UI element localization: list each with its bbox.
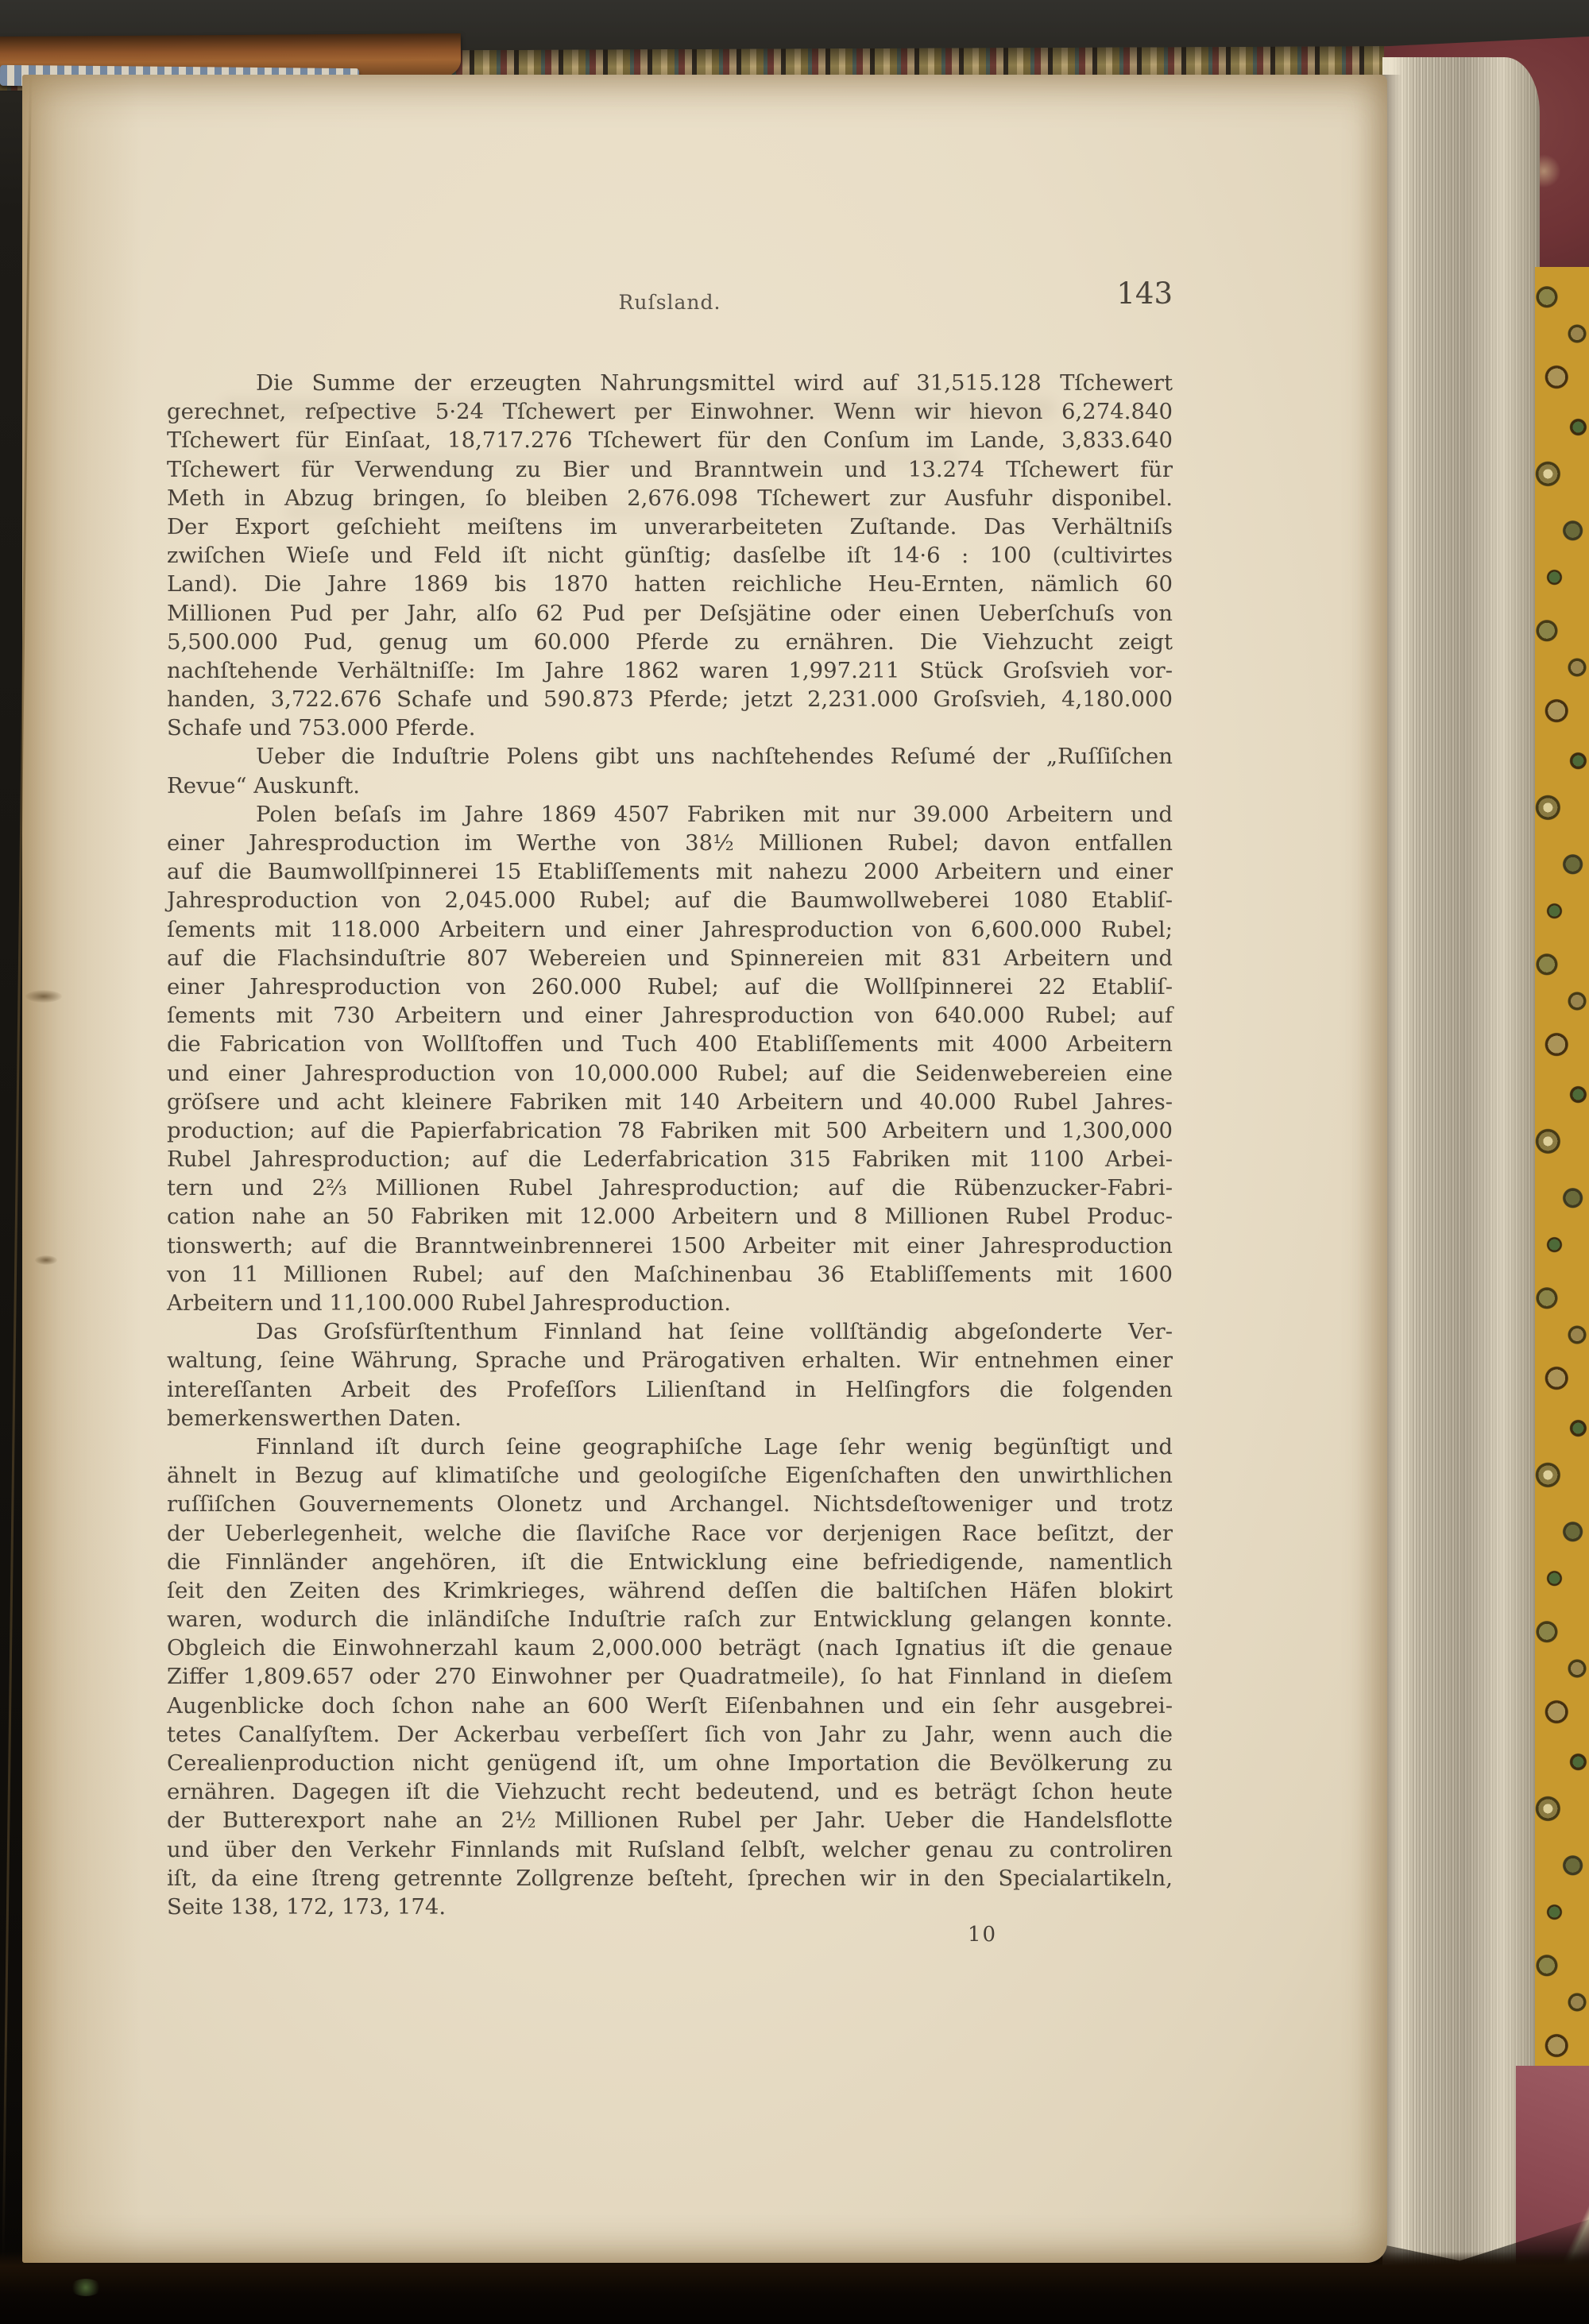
text-line: production; auf die Papierfabrication 78 Fabriken mit 500 Arbeitern und 1,300,000	[167, 1117, 1173, 1143]
text-line: nachſtehende Verhältniſſe: Im Jahre 1862 waren 1,997.211 Stück Groſsvieh vor-	[167, 657, 1173, 683]
paragraph	[167, 742, 1173, 799]
green-fleck	[70, 2279, 102, 2296]
text-line: und über den Verkehr Finnlands mit Ruſsland ſelbſt, welcher genau zu controliren	[167, 1836, 1173, 1862]
text-line: Finnland iſt durch ſeine geographiſche Lage ſehr wenig begünſtigt und	[256, 1433, 1173, 1460]
text-line: Polen beſaſs im Jahre 1869 4507 Fabriken mit nur 39.000 Arbeitern und	[256, 801, 1173, 827]
body-text	[167, 369, 1173, 1921]
text-line: waren, wodurch die inländiſche Induſtrie raſch zur Entwicklung gelangen konnte.	[167, 1607, 1173, 1633]
text-line: Land). Die Jahre 1869 bis 1870 hatten reichliche Heu-Ernten, nämlich 60	[167, 571, 1173, 597]
text-line: tetes Canalſyſtem. Der Ackerbau verbeſſert ſich von Jahr zu Jahr, wenn auch die	[167, 1721, 1173, 1747]
text-line: Augenblicke doch ſchon nahe an 600 Werſt Eiſenbahnen und ein ſehr ausgebrei-	[167, 1692, 1173, 1719]
text-line: Seite 138, 172, 173, 174.	[167, 1893, 447, 1920]
text-line: tionswerth; auf die Branntweinbrennerei 1500 Arbeiter mit einer Jahresproduction	[167, 1232, 1173, 1259]
page-number: 143	[1116, 276, 1173, 311]
running-head-title: Ruſsland.	[618, 291, 721, 314]
text-line: auf die Flachsinduſtrie 807 Webereien und Spinnereien mit 831 Arbeitern und	[167, 945, 1173, 971]
binding-stitch-mark	[35, 1255, 57, 1265]
text-line: Revue“ Auskunft.	[167, 772, 361, 799]
signature-mark: 10	[968, 1923, 998, 1947]
text-line: Die Summe der erzeugten Nahrungsmittel wird auf 31,515.128 Tſchewert	[256, 370, 1173, 396]
text-line: einer Jahresproduction im Werthe von 38½ Millionen Rubel; davon entfallen	[167, 830, 1173, 856]
marbled-cover-edge	[1535, 267, 1589, 2082]
text-line: von 11 Millionen Rubel; auf den Maſchinenbau 36 Etabliſſements mit 1600	[167, 1261, 1173, 1287]
text-line: Tſchewert für Einſaat, 18,717.276 Tſchewert für den Conſum im Lande, 3,833.640	[167, 427, 1173, 454]
text-line: Ueber die Induſtrie Polens gibt uns nachſtehendes Reſumé der „Ruſſiſchen	[256, 744, 1173, 770]
text-line: Cerealienproduction nicht genügend iſt, um ohne Importation die Bevölkerung zu	[167, 1750, 1173, 1776]
gutter-shading	[22, 75, 141, 2263]
text-line: Schafe und 753.000 Pferde.	[167, 715, 476, 741]
text-line: ſeit den Zeiten des Krimkrieges, während deſſen die baltiſchen Häfen blokirt	[167, 1577, 1173, 1603]
text-line: 5,500.000 Pud, genug um 60.000 Pferde zu ernähren. Die Viehzucht zeigt	[167, 628, 1173, 655]
fore-edge-page-stack	[1382, 57, 1540, 2268]
text-line: intereſſanten Arbeit des Profeſſors Lilienſtand in Helſingfors die folgenden	[167, 1376, 1173, 1402]
text-line: auf die Baumwollſpinnerei 15 Etabliſſements mit nahezu 2000 Arbeitern und einer	[167, 859, 1173, 885]
text-line: und einer Jahresproduction von 10,000.000 Rubel; auf die Seidenwebereien eine	[167, 1060, 1173, 1086]
text-line: die Fabrication von Wollſtoffen und Tuch 400 Etabliſſements mit 4000 Arbeitern	[167, 1031, 1173, 1058]
text-line: ernähren. Dagegen iſt die Viehzucht recht bedeutend, und es beträgt ſchon heute	[167, 1779, 1173, 1805]
text-line: Jahresproduction von 2,045.000 Rubel; auf die Baumwollweberei 1080 Etabliſ-	[167, 887, 1173, 914]
text-line: iſt, da eine ſtreng getrennte Zollgrenze beſteht, ſprechen wir in den Specialartikeln,	[167, 1865, 1173, 1891]
text-line: Arbeitern und 11,100.000 Rubel Jahresproduction.	[167, 1290, 731, 1316]
text-line: zwiſchen Wieſe und Feld iſt nicht günſtig; dasſelbe iſt 14·6 : 100 (cultivirtes	[167, 543, 1173, 569]
text-line: Der Export geſchieht meiſtens im unverarbeiteten Zuſtande. Das Verhältniſs	[167, 513, 1173, 539]
text-line: waltung, ſeine Währung, Sprache und Prärogativen erhalten. Wir entnehmen einer	[167, 1348, 1173, 1374]
text-line: Millionen Pud per Jahr, alſo 62 Pud per Deſsjätine oder einen Ueberſchuſs von	[167, 600, 1173, 626]
text-line: ruſſiſchen Gouvernements Olonetz und Archangel. Nichtsdeſtoweniger und trotz	[167, 1491, 1173, 1518]
text-line: ähnelt in Bezug auf klimatiſche und geologiſche Eigenſchaften den unwirthlichen	[167, 1463, 1173, 1489]
text-line: gröſsere und acht kleinere Fabriken mit 140 Arbeitern und 40.000 Rubel Jahres-	[167, 1089, 1173, 1115]
book-page	[22, 75, 1387, 2263]
text-line: Meth in Abzug bringen, ſo bleiben 2,676.098 Tſchewert zur Ausfuhr disponibel.	[167, 485, 1173, 511]
text-line: die Finnländer angehören, iſt die Entwicklung eine befriedigende, namentlich	[167, 1549, 1173, 1575]
text-line: Obgleich die Einwohnerzahl kaum 2,000.000 beträgt (nach Ignatius iſt die genaue	[167, 1635, 1173, 1661]
paragraph	[167, 1317, 1173, 1433]
text-line: einer Jahresproduction von 260.000 Rubel; auf die Wollſpinnerei 22 Etabliſ-	[167, 973, 1173, 1000]
paragraph	[167, 369, 1173, 742]
text-line: ſements mit 118.000 Arbeitern und einer Jahresproduction von 6,600.000 Rubel;	[167, 916, 1173, 942]
text-line: cation nahe an 50 Fabriken mit 12.000 Arbeitern und 8 Millionen Rubel Produc-	[167, 1204, 1173, 1230]
text-line: handen, 3,722.676 Schafe und 590.873 Pferde; jetzt 2,231.000 Groſsvieh, 4,180.000	[167, 686, 1173, 713]
text-line: gerechnet, reſpective 5·24 Tſchewert per Einwohner. Wenn wir hievon 6,274.840	[167, 399, 1173, 425]
text-line: der Ueberlegenheit, welche die ſlaviſche Race vor derjenigen Race beſitzt, der	[167, 1520, 1173, 1546]
text-line: der Butterexport nahe an 2½ Millionen Rubel per Jahr. Ueber die Handelsflotte	[167, 1808, 1173, 1834]
text-line: ſements mit 730 Arbeitern und einer Jahresproduction von 640.000 Rubel; auf	[167, 1003, 1173, 1029]
text-line: bemerkenswerthen Daten.	[167, 1405, 462, 1431]
paragraph	[167, 800, 1173, 1317]
text-line: Rubel Jahresproduction; auf die Lederfabrication 315 Fabriken mit 1100 Arbei-	[167, 1147, 1173, 1173]
text-line: Ziffer 1,809.657 oder 270 Einwohner per Quadratmeile), ſo hat Finnland in dieſem	[167, 1664, 1173, 1690]
paragraph	[167, 1433, 1173, 1921]
text-line: tern und 2⅔ Millionen Rubel Jahresproduction; auf die Rübenzucker-Fabri-	[167, 1175, 1173, 1201]
text-line: Tſchewert für Verwendung zu Bier und Branntwein und 13.274 Tſchewert für	[167, 456, 1173, 482]
binding-stitch-mark	[25, 990, 62, 1003]
text-line: Das Groſsfürſtenthum Finnland hat ſeine vollſtändig abgeſonderte Ver-	[256, 1319, 1173, 1345]
